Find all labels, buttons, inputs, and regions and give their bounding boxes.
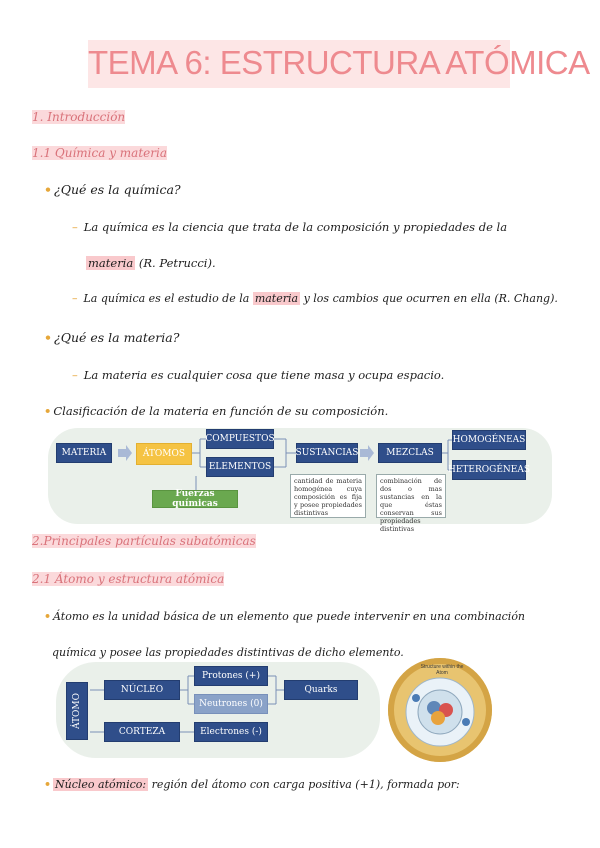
definition-text: La materia es cualquier cosa que tiene masa y ocupa espacio. <box>83 368 445 382</box>
dash-icon: – <box>72 220 78 234</box>
note-mezclas: combinación de dos o mas sustancias en la que éstas conservan sus propiedades distintivas <box>376 474 446 518</box>
bullet-icon: • <box>44 610 52 623</box>
box-mezclas: MEZCLAS <box>378 443 442 463</box>
box-materia: MATERIA <box>56 443 112 463</box>
highlight-nucleo: Núcleo atómico: <box>55 778 147 791</box>
question-text: ¿Qué es la química? <box>54 182 181 197</box>
dash-icon: – <box>72 368 78 382</box>
box-quarks: Quarks <box>284 680 358 700</box>
classification-text: Clasificación de la materia en función de su composición. <box>53 404 389 418</box>
box-electrones: Electrones (-) <box>194 722 268 742</box>
box-fuerzas-quimicas: Fuerzas químicas <box>152 490 238 508</box>
bullet-icon: • <box>44 182 52 197</box>
atom-image-caption: Structure within the Atom <box>420 664 464 676</box>
section-1-1-label: 1.1 Química y materia <box>32 146 167 160</box>
box-atomo: ÁTOMO <box>66 682 88 740</box>
atom-structure-image <box>388 658 492 762</box>
definition-text: La química es la ciencia que trata de la composición y propiedades de la <box>83 220 508 234</box>
section-1-label: 1. Introducción <box>32 110 126 124</box>
question-text: ¿Qué es la materia? <box>54 330 180 345</box>
box-homogeneas: HOMOGÉNEAS <box>452 430 526 450</box>
nucleus-definition <box>44 778 460 791</box>
definition-text: (R. Petrucci). <box>135 256 216 270</box>
definition-text: región del átomo con carga positiva (+1), formada por: <box>148 778 460 791</box>
dash-icon: – <box>72 292 78 305</box>
section-2-label: 2.Principales partículas subatómicas <box>32 534 256 548</box>
page-title: TEMA 6: ESTRUCTURA ATÓMICA <box>88 44 590 81</box>
box-atomos: ÁTOMOS <box>136 443 192 465</box>
box-nucleo: NÚCLEO <box>104 680 180 700</box>
section-2-1-label: 2.1 Átomo y estructura atómica <box>32 572 225 586</box>
definition-text: química y posee las propiedades distintivas de dicho elemento. <box>52 646 404 659</box>
box-compuestos: COMPUESTOS <box>206 429 274 449</box>
highlight-materia: materia <box>254 292 299 305</box>
highlight-materia: materia <box>88 256 134 270</box>
definition-text: La química es el estudio de la <box>83 292 253 305</box>
bullet-icon: • <box>44 330 52 345</box>
box-heterogeneas: HETEROGÉNEAS <box>452 460 526 480</box>
definition-text: y los cambios que ocurren en ella (R. Chang). <box>300 292 558 305</box>
box-corteza: CORTEZA <box>104 722 180 742</box>
bullet-icon: • <box>44 404 52 418</box>
definition-text: Átomo es la unidad básica de un elemento que puede intervenir en una combinación <box>53 610 526 623</box>
box-sustancias: SUSTANCIAS <box>296 443 358 463</box>
bullet-icon: • <box>44 778 52 791</box>
box-protones: Protones (+) <box>194 666 268 686</box>
note-sustancias: cantidad de materia homogénea cuya composición es fija y posee propiedades distintivas <box>290 474 366 518</box>
box-elementos: ELEMENTOS <box>206 457 274 477</box>
box-neutrones: Neutrones (0) <box>194 694 268 714</box>
